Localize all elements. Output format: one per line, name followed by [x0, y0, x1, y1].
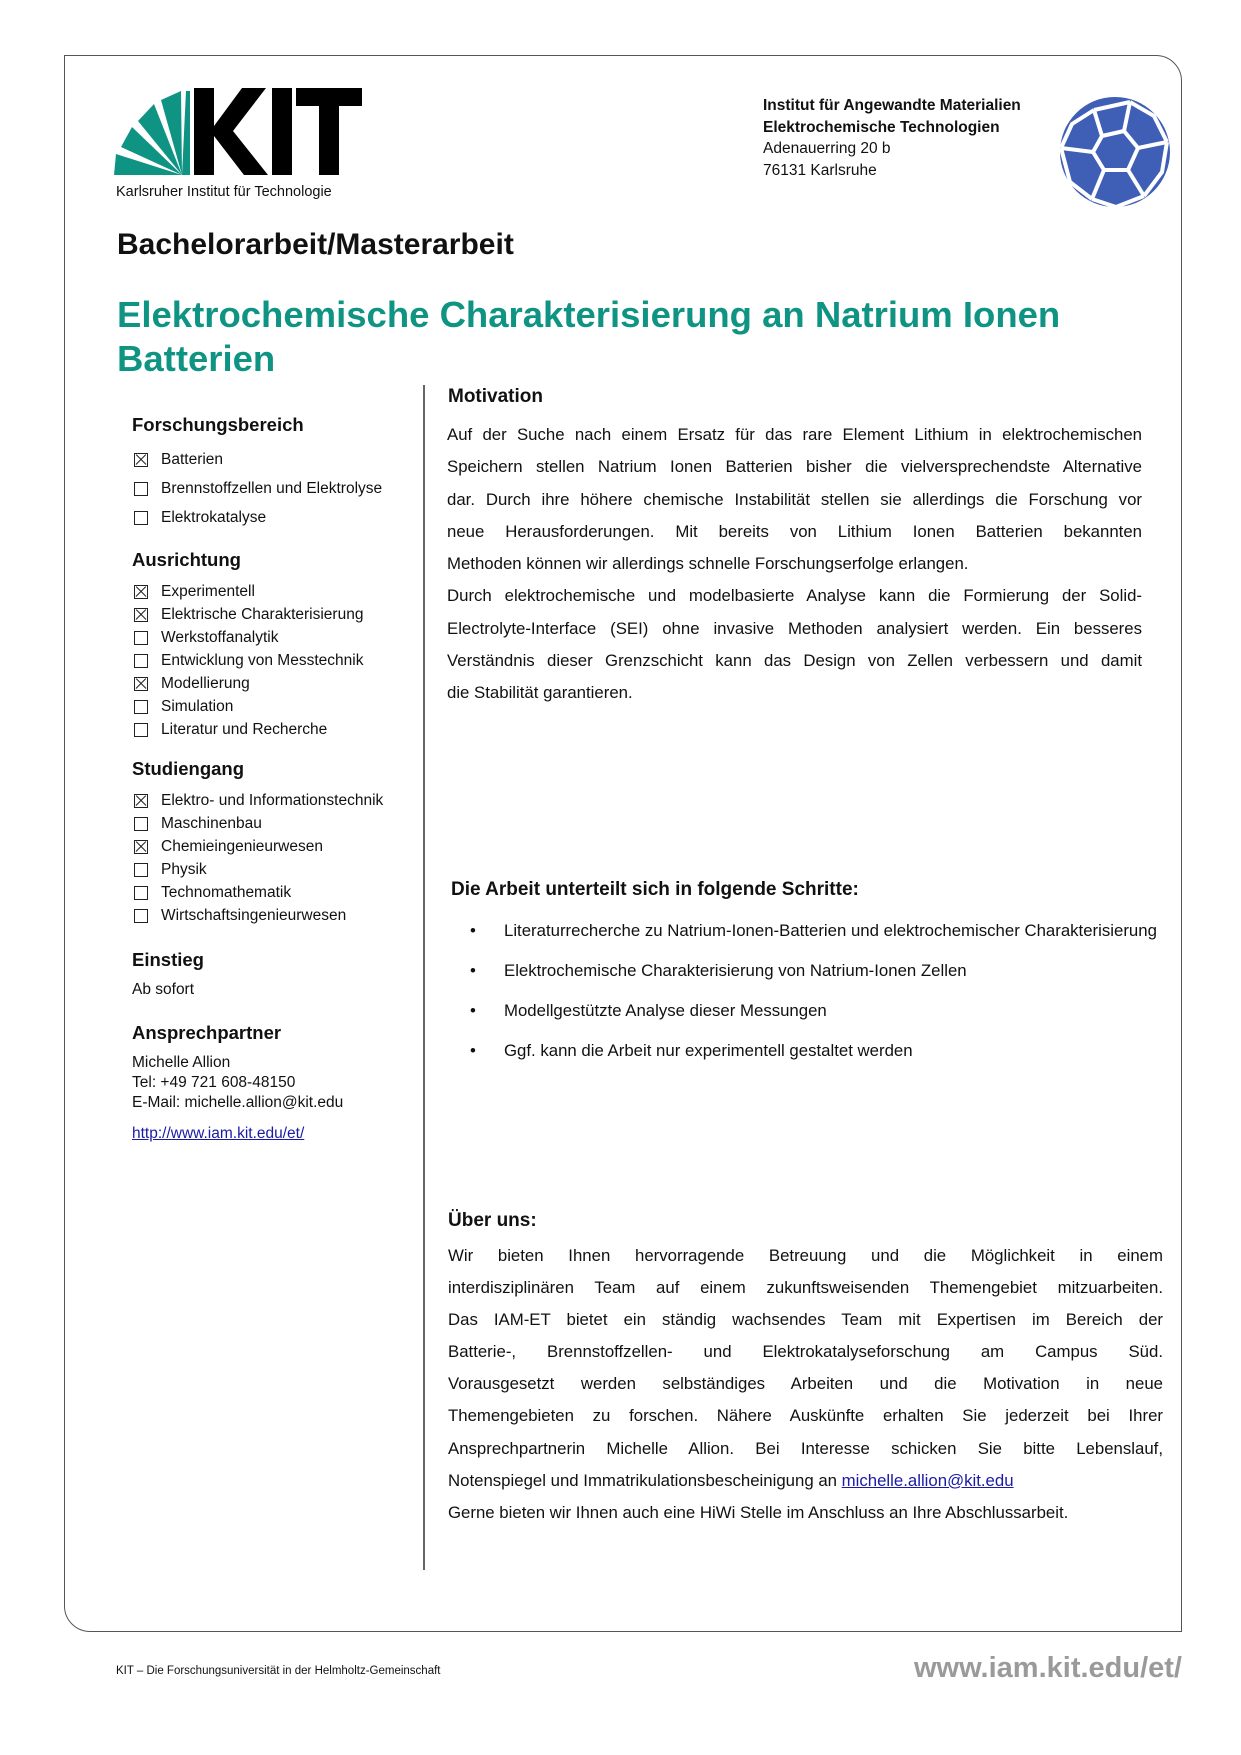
checkbox-item: [132, 789, 417, 812]
motivation-line: Speichern stellen Natrium Ionen Batterien bisher die vielversprechendste Alternative: [447, 457, 1142, 477]
checkbox-label: Simulation: [161, 697, 234, 715]
checkbox-item: [132, 672, 417, 695]
section-heading: Studiengang: [132, 758, 245, 779]
checkbox-list: [132, 580, 417, 741]
checked-box-icon: [134, 840, 148, 854]
section-heading: Forschungsbereich: [132, 414, 304, 435]
checkbox-list: [132, 789, 417, 927]
checkbox-label: Elektrokatalyse: [161, 508, 267, 526]
section-heading: Einstieg: [132, 949, 204, 970]
contact-email: E-Mail: michelle.allion@kit.edu: [132, 1094, 344, 1111]
motivation-line: Electrolyte-Interface (SEI) ohne invasive Methoden analysiert werden. Ein besseres: [447, 618, 1142, 638]
kit-logo-subtitle: Karlsruher Institut für Technologie: [116, 184, 332, 200]
ansprechpartner-section: [132, 1022, 417, 1143]
step-text: Elektrochemische Charakterisierung von Natrium-Ionen Zellen: [504, 961, 967, 980]
motivation-line: Verständnis dieser Grenzschicht kann das Design von Zellen verbessern und damit: [447, 651, 1142, 671]
checkbox-list: [132, 445, 417, 532]
unchecked-box-icon: [134, 482, 148, 496]
about-line: interdisziplinären Team auf einem zukunftsweisenden Themengebiet mitzuarbeiten.: [448, 1278, 1163, 1298]
about-heading: Über uns:: [448, 1210, 537, 1231]
about-line-text: Notenspiegel und Immatrikulationsbescheinigung an: [448, 1470, 842, 1490]
step-text: Literaturrecherche zu Natrium-Ionen-Batterien und elektrochemischer Charakterisierung: [504, 921, 1157, 940]
checked-box-icon: [134, 608, 148, 622]
unchecked-box-icon: [134, 886, 148, 900]
checkbox-item: [132, 445, 417, 474]
unchecked-box-icon: [134, 863, 148, 877]
checkbox-label: Modellierung: [161, 674, 250, 692]
motivation-line: Methoden können wir allerdings schnelle Forschungserfolge erlangen.: [447, 554, 969, 574]
checkbox-item: [132, 835, 417, 858]
about-line: Wir bieten Ihnen hervorragende Betreuung und die Möglichkeit in einem: [448, 1246, 1163, 1265]
checked-box-icon: [134, 585, 148, 599]
about-line: Vorausgesetzt werden selbständiges Arbeiten und die Motivation in neue: [448, 1374, 1163, 1394]
steps-heading: Die Arbeit unterteilt sich in folgende Schritte:: [451, 879, 859, 900]
checkbox-item: [132, 812, 417, 835]
checkbox-label: Batterien: [161, 450, 224, 468]
about-line: Das IAM-ET bietet ein ständig wachsendes Team mit Expertisen im Bereich der: [448, 1310, 1163, 1330]
checkbox-label: Chemieingenieurwesen: [161, 837, 323, 855]
unchecked-box-icon: [134, 700, 148, 714]
about-text: [448, 1240, 1163, 1529]
department-name: Elektrochemische Technologien: [763, 118, 1000, 136]
checkbox-label: Maschinenbau: [161, 814, 262, 832]
checkbox-label: Wirtschaftsingenieurwesen: [161, 906, 347, 924]
checkbox-item: [132, 858, 417, 881]
checkbox-item: [132, 649, 417, 672]
start-date: Ab sofort: [132, 981, 195, 998]
motivation-line: neue Herausforderungen. Mit bereits von Lithium Ionen Batterien bekannten: [447, 521, 1142, 541]
institute-name: Institut für Angewandte Materialien: [763, 97, 1021, 114]
steps-list: [470, 914, 1170, 1074]
motivation-line: dar. Durch ihre höhere chemische Instabilität stellen sie allerdings die Forschung vor: [447, 489, 1142, 509]
sidebar: [132, 414, 417, 1160]
checkbox-item: [132, 881, 417, 904]
studiengang-section: [132, 758, 417, 927]
checkbox-item: [132, 626, 417, 649]
forschungsbereich-section: [132, 414, 417, 532]
about-line: Batterie-, Brennstoffzellen- und Elektrokatalyseforschung am Campus Süd.: [448, 1342, 1163, 1362]
bullet-icon: •: [470, 961, 476, 980]
section-heading: Ausrichtung: [132, 549, 241, 570]
thesis-title: Elektrochemische Charakterisierung an Natrium Ionen Batterien: [117, 294, 1061, 379]
checkbox-label: Literatur und Recherche: [161, 720, 328, 738]
motivation-line: Auf der Suche nach einem Ersatz für das rare Element Lithium in elektrochemischen: [447, 425, 1142, 444]
ausrichtung-section: [132, 549, 417, 741]
motivation-line: die Stabilität garantieren.: [447, 683, 633, 703]
list-item: [470, 994, 1170, 1027]
checkbox-item: [132, 603, 417, 626]
kit-logo-fan-icon: [114, 91, 190, 175]
street-address: Adenauerring 20 b: [763, 140, 891, 157]
bullet-icon: •: [470, 1001, 476, 1020]
step-text: Modellgestützte Analyse dieser Messungen: [504, 1001, 827, 1020]
unchecked-box-icon: [134, 654, 148, 668]
checkbox-item: [132, 474, 417, 503]
contact-phone: Tel: +49 721 608-48150: [132, 1074, 296, 1091]
step-text: Ggf. kann die Arbeit nur experimentell gestaltet werden: [504, 1041, 913, 1060]
checked-box-icon: [134, 794, 148, 808]
unchecked-box-icon: [134, 817, 148, 831]
checked-box-icon: [134, 453, 148, 467]
checkbox-label: Elektro- und Informationstechnik: [161, 791, 384, 809]
about-line: Ansprechpartnerin Michelle Allion. Bei Interesse schicken Sie bitte Lebenslauf,: [448, 1438, 1163, 1458]
checkbox-item: [132, 904, 417, 927]
bullet-icon: •: [470, 1041, 476, 1060]
unchecked-box-icon: [134, 631, 148, 645]
about-line: [448, 1465, 1163, 1497]
motivation-line: Durch elektrochemische und modelbasierte Analyse kann die Formierung der Solid-: [447, 586, 1142, 606]
checkbox-label: Technomathematik: [161, 883, 292, 901]
list-item: [470, 1034, 1170, 1067]
checkbox-item: [132, 580, 417, 603]
checkbox-item: [132, 503, 417, 532]
checkbox-label: Werkstoffanalytik: [161, 628, 279, 646]
unchecked-box-icon: [134, 511, 148, 525]
checkbox-item: [132, 718, 417, 741]
einstieg-section: [132, 949, 417, 1000]
list-item: [470, 914, 1170, 947]
unchecked-box-icon: [134, 909, 148, 923]
city-address: 76131 Karlsruhe: [763, 161, 877, 179]
bullet-icon: •: [470, 921, 476, 940]
checkbox-label: Physik: [161, 860, 207, 878]
polyhedron-emblem-icon: [1058, 96, 1172, 208]
list-item: [470, 954, 1170, 987]
email-link[interactable]: michelle.allion@kit.edu: [841, 1470, 1014, 1490]
institute-address: [763, 95, 1021, 181]
footer-url[interactable]: www.iam.kit.edu/et/: [913, 1652, 1182, 1684]
motivation-text: [447, 419, 1142, 710]
institute-website-link[interactable]: http://www.iam.kit.edu/et/: [132, 1125, 305, 1142]
unchecked-box-icon: [134, 723, 148, 737]
contact-name: Michelle Allion: [132, 1054, 231, 1071]
about-line: Themengebieten zu forschen. Nähere Auskünfte erhalten Sie jederzeit bei Ihrer: [448, 1406, 1163, 1426]
column-divider: [423, 385, 425, 1570]
checkbox-label: Brennstoffzellen und Elektrolyse: [161, 479, 383, 497]
document-type: Bachelorarbeit/Masterarbeit: [117, 228, 514, 261]
motivation-heading: Motivation: [448, 386, 543, 407]
footer-tagline: KIT – Die Forschungsuniversität in der Helmholtz-Gemeinschaft: [116, 1665, 441, 1677]
checked-box-icon: [134, 677, 148, 691]
checkbox-label: Entwicklung von Messtechnik: [161, 651, 364, 669]
about-line: Gerne bieten wir Ihnen auch eine HiWi Stelle im Anschluss an Ihre Abschlussarbeit.: [448, 1502, 1069, 1522]
checkbox-label: Experimentell: [161, 582, 255, 600]
checkbox-label: Elektrische Charakterisierung: [161, 605, 364, 623]
checkbox-item: [132, 695, 417, 718]
section-heading: Ansprechpartner: [132, 1022, 282, 1043]
